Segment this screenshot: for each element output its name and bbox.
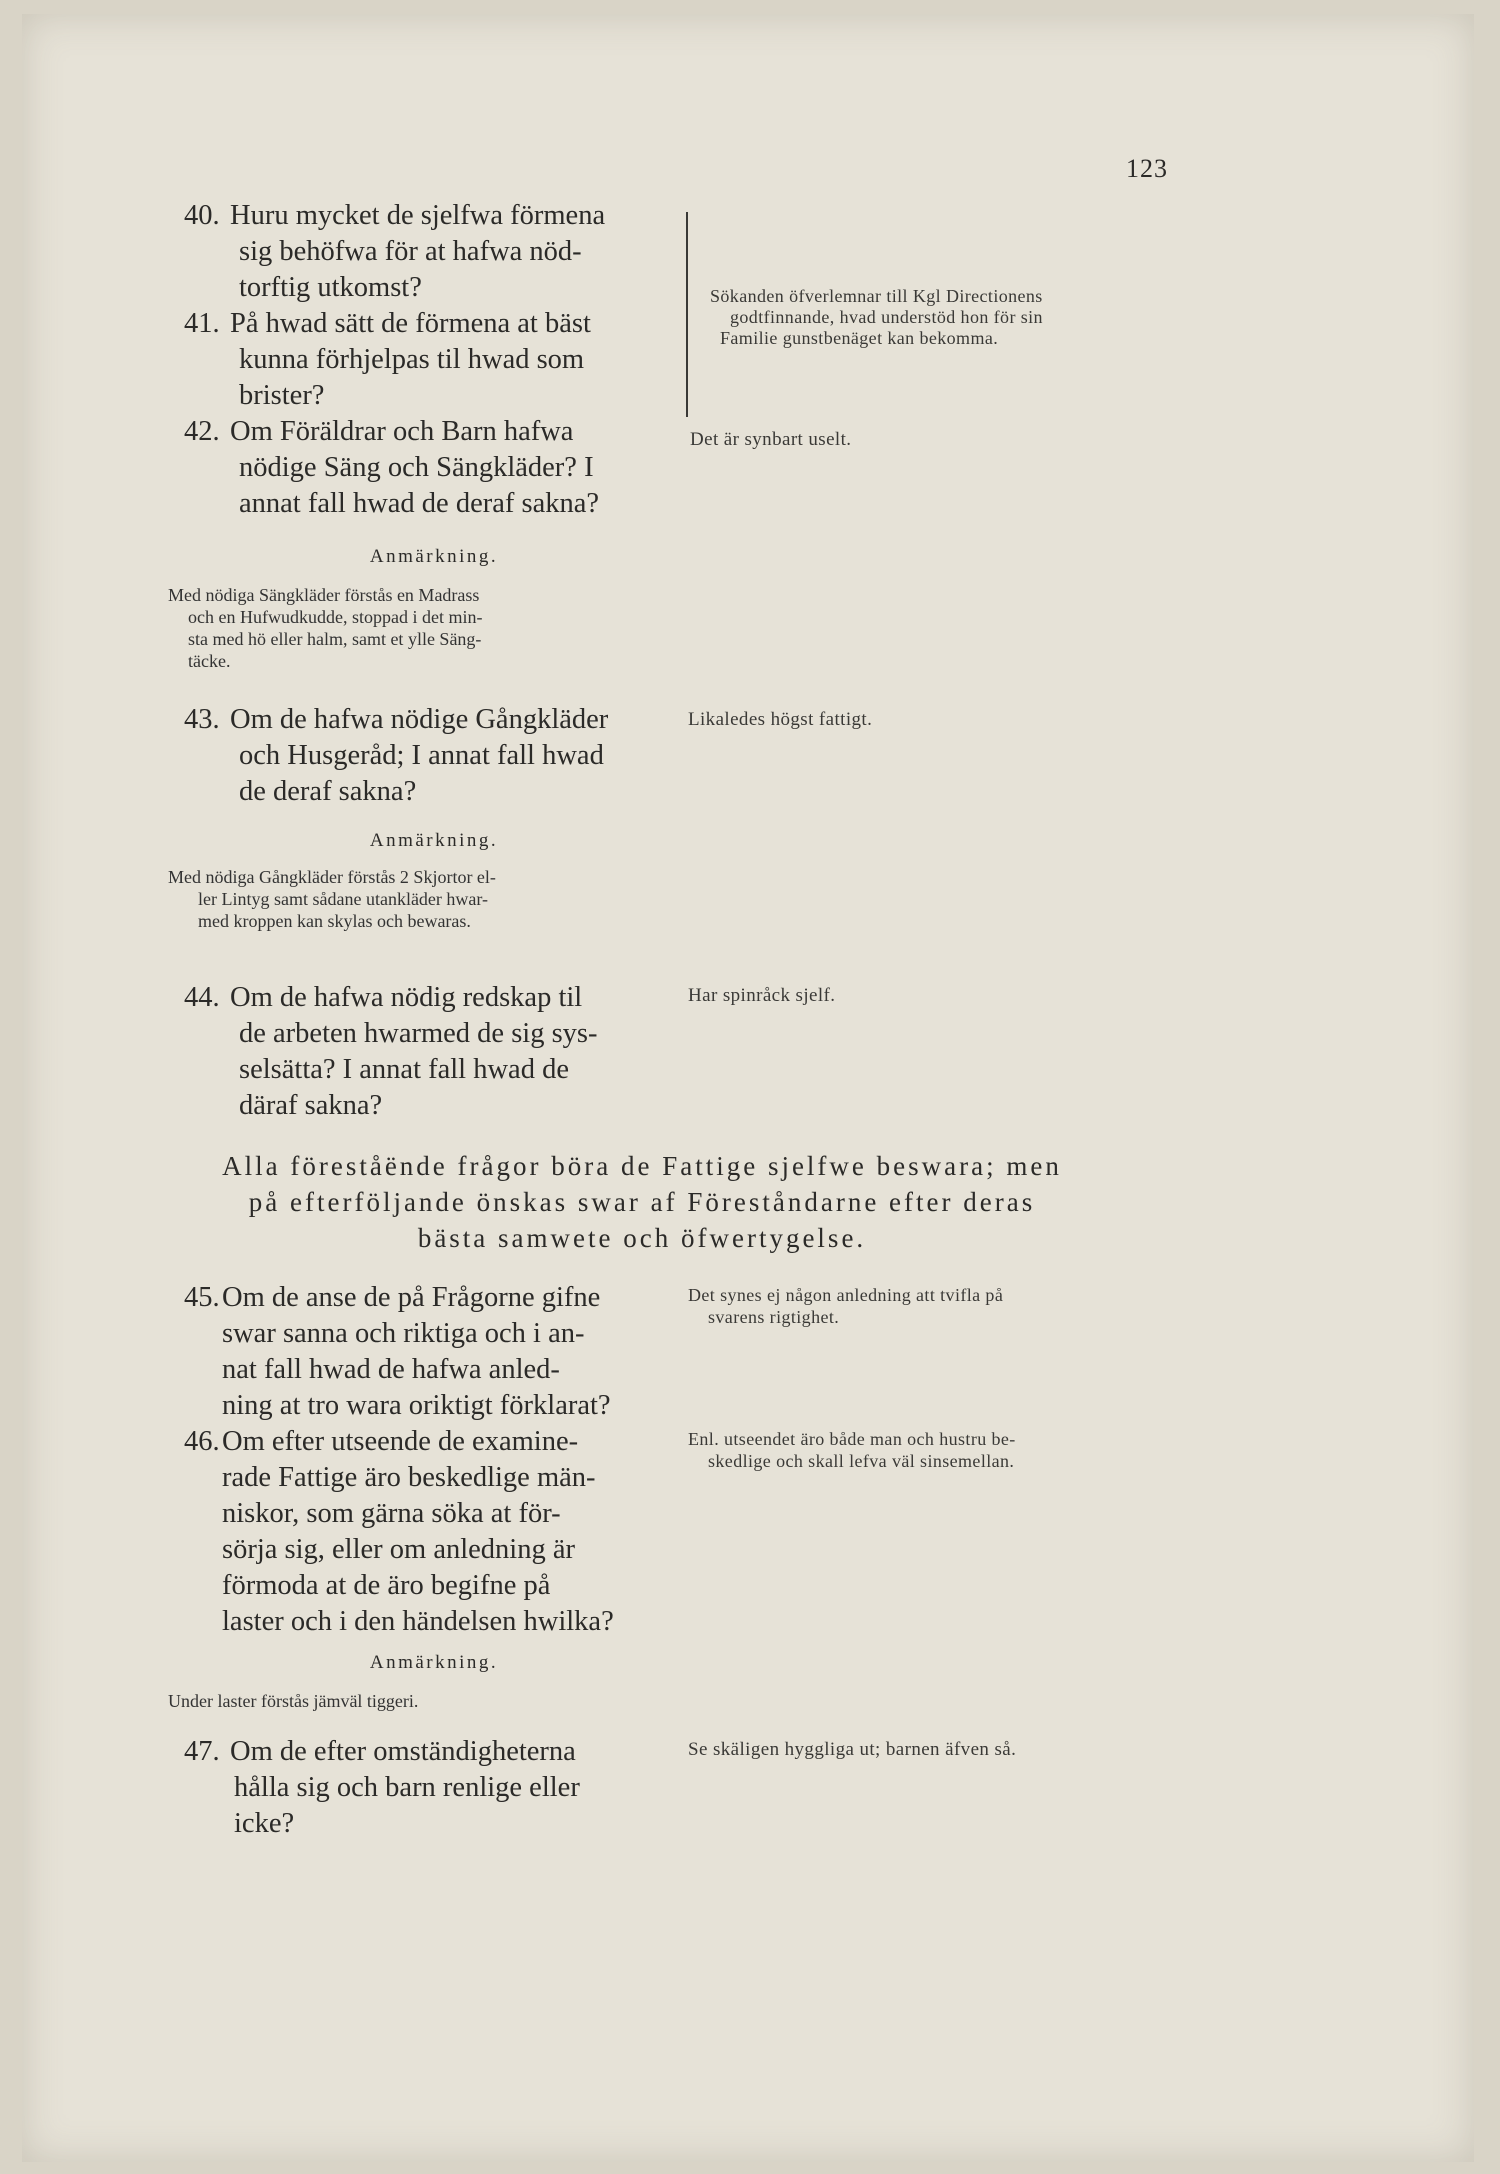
answer-46 [688, 1428, 1016, 1472]
note-text [168, 584, 688, 672]
question-text-line: kunna förhjelpas til hwad som [239, 344, 585, 375]
question-text-line: och Husgeråd; I annat fall hwad [239, 740, 604, 771]
note-line: Under laster förstås jämväl tiggeri. [168, 1691, 419, 1711]
question-text-line: Om efter utseende de examine- [222, 1426, 579, 1457]
answer-line: Det synes ej någon anledning att tvifla på [688, 1285, 1004, 1305]
question-40 [184, 198, 684, 306]
answer-43 [688, 708, 872, 731]
question-text-line: hålla sig och barn renlige eller [234, 1772, 580, 1803]
question-number: 44. [184, 982, 220, 1013]
question-text-line: Om de anse de på Frågorne gifne [222, 1282, 601, 1313]
question-text-line: På hwad sätt de förmena at bäst [230, 308, 591, 339]
note-title: Anmärkning. [369, 1652, 499, 1673]
question-number: 41. [184, 308, 220, 339]
answer-45 [688, 1284, 1003, 1328]
answer-47 [688, 1738, 1016, 1761]
answer-line: godtfinnande, hvad understöd hon för sin [730, 307, 1043, 327]
question-number: 40. [184, 200, 220, 231]
question-number: 45. [184, 1282, 220, 1313]
note-line: och en Hufwudkudde, stoppad i det min- [188, 607, 483, 627]
note-text [168, 1690, 688, 1712]
note-title: Anmärkning. [369, 830, 499, 851]
note-line: täcke. [188, 651, 231, 671]
question-text-line: de deraf sakna? [239, 776, 417, 807]
question-text-line: Om de hafwa nödige Gångkläder [230, 704, 609, 735]
question-number: 42. [184, 416, 220, 447]
answer-bracket [686, 212, 694, 417]
question-text-line: däraf sakna? [239, 1090, 383, 1121]
answer-40-41 [710, 286, 1230, 349]
question-text-line: sig behöfwa för at hafwa nöd- [239, 236, 582, 267]
question-text-line: brister? [239, 380, 325, 411]
answer-line: Det är synbart uselt. [690, 429, 852, 450]
document-page [22, 14, 1474, 2162]
question-42 [184, 414, 684, 522]
section-text-line: på efterföljande önskas swar af Föreståndarne efter deras [248, 1187, 1036, 1217]
question-text-line: Om de efter omständigheterna [230, 1736, 576, 1767]
answer-44 [688, 984, 835, 1007]
question-41 [184, 306, 684, 414]
note-text [168, 866, 698, 932]
question-text-line: laster och i den händelsen hwilka? [222, 1606, 614, 1637]
question-number: 46. [184, 1426, 220, 1457]
note-line: Med nödiga Sängkläder förstås en Madrass [168, 585, 480, 605]
question-47 [184, 1734, 684, 1842]
note-line: sta med hö eller halm, samt et ylle Säng- [188, 629, 482, 649]
section-text-line: bästa samwete och öfwertygelse. [417, 1223, 867, 1253]
note-title: Anmärkning. [369, 546, 499, 567]
question-text-line: annat fall hwad de deraf sakna? [239, 488, 600, 519]
answer-line: skedlige och skall lefva väl sinsemellan. [708, 1451, 1015, 1471]
answer-line: Familie gunstbenäget kan bekomma. [720, 328, 999, 348]
question-text-line: torftig utkomst? [239, 272, 422, 303]
question-text-line: icke? [234, 1808, 295, 1839]
question-text-line: nat fall hwad de hafwa anled- [222, 1354, 560, 1385]
answer-line: Sökanden öfverlemnar till Kgl Directionens [710, 286, 1043, 306]
question-text-line: de arbeten hwarmed de sig sys- [239, 1018, 598, 1049]
question-text-line: nödige Säng och Sängkläder? I [239, 452, 594, 483]
answer-42 [690, 428, 851, 451]
note-line: ler Lintyg samt sådane utankläder hwar- [198, 889, 489, 909]
question-number: 43. [184, 704, 220, 735]
page-number: 123 [1126, 154, 1168, 183]
question-46 [184, 1424, 684, 1640]
question-number: 47. [184, 1736, 220, 1767]
question-text-line: selsätta? I annat fall hwad de [239, 1054, 569, 1085]
question-text-line: sörja sig, eller om anledning är [222, 1534, 575, 1565]
answer-line: Har spinråck sjelf. [688, 985, 836, 1006]
note-line: Med nödiga Gångkläder förstås 2 Skjortor el- [168, 867, 496, 887]
question-text-line: Om de hafwa nödig redskap til [230, 982, 583, 1013]
note-line: med kroppen kan skylas och bewaras. [198, 911, 471, 931]
question-45 [184, 1280, 684, 1424]
answer-line: Likaledes högst fattigt. [688, 709, 873, 730]
question-text-line: förmoda at de äro begifne på [222, 1570, 551, 1601]
section-heading-text [22, 1148, 1262, 1256]
question-text-line: swar sanna och riktiga och i an- [222, 1318, 585, 1349]
question-44 [184, 980, 684, 1124]
answer-line: Enl. utseendet äro både man och hustru be- [688, 1429, 1016, 1449]
question-text-line: Om Föräldrar och Barn hafwa [230, 416, 574, 447]
question-text-line: niskor, som gärna söka at för- [222, 1498, 561, 1529]
question-text-line: rade Fattige äro beskedlige män- [222, 1462, 596, 1493]
question-text-line: ning at tro wara oriktigt förklarat? [222, 1390, 611, 1421]
question-text-line: Huru mycket de sjelfwa förmena [230, 200, 606, 231]
answer-line: Se skäligen hyggliga ut; barnen äfven så. [688, 1739, 1017, 1760]
question-43 [184, 702, 684, 810]
answer-line: svarens rigtighet. [708, 1307, 840, 1327]
section-text-line: Alla föreståënde frågor böra de Fattige sjelfwe beswara; men [222, 1151, 1062, 1181]
